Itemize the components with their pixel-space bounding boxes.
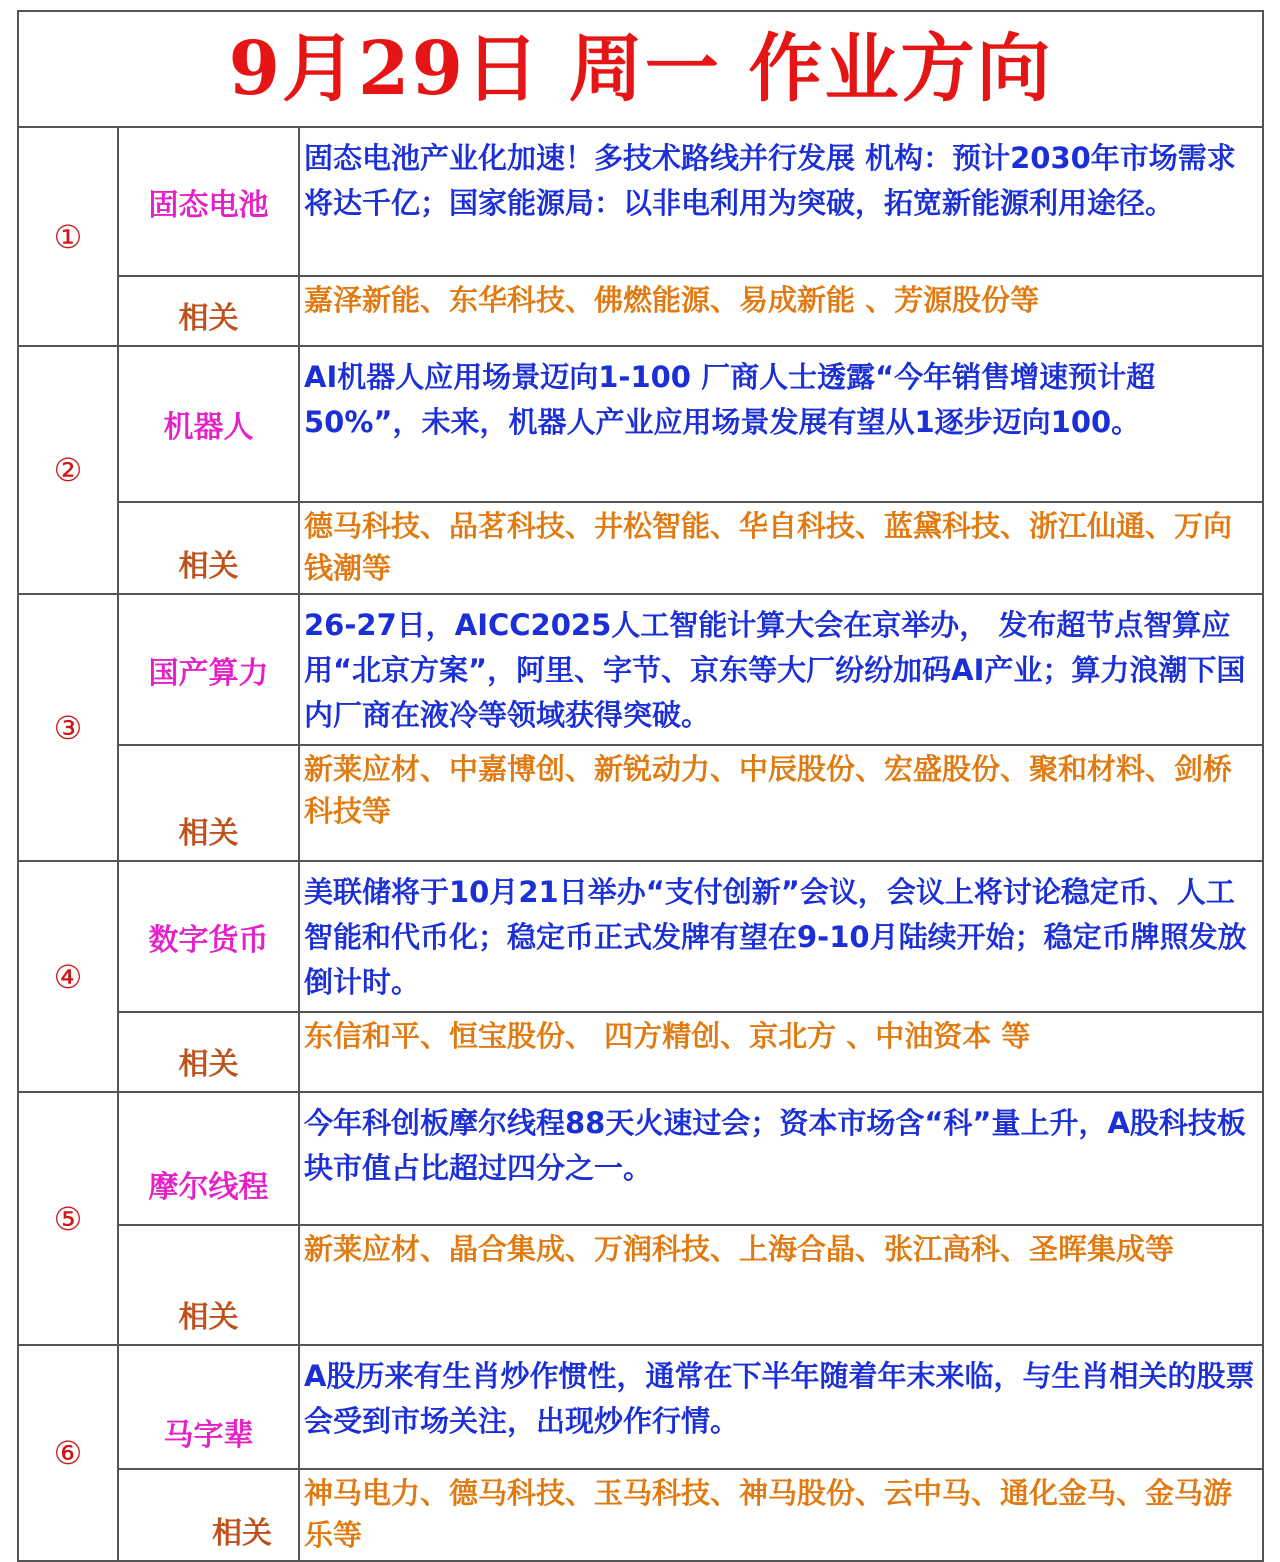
stocks-cell — [299, 276, 1263, 346]
related-label-cell — [118, 745, 299, 861]
section-6-desc-row — [18, 1345, 1263, 1469]
section-number-cell — [18, 1345, 118, 1561]
section-number-cell — [18, 594, 118, 861]
section-number: ① — [53, 217, 83, 256]
section-number: ④ — [53, 957, 83, 996]
related-stocks: 嘉泽新能、东华科技、佛燃能源、易成新能 、芳源股份等 — [304, 283, 1040, 317]
related-label-cell — [118, 1012, 299, 1092]
category-label: 机器人 — [163, 410, 254, 445]
section-2-stock-row — [18, 502, 1263, 594]
related-label-cell — [118, 502, 299, 594]
stocks-cell — [299, 1469, 1263, 1561]
stocks-cell — [299, 502, 1263, 594]
section-3-stock-row — [18, 745, 1263, 861]
stocks-cell — [299, 745, 1263, 861]
description-text: AI机器人应用场景迈向1-100 厂商人士透露“今年销售增速预计超50%”，未来，机器人产业应用场景发展有望从1逐步迈向100。 — [304, 360, 1156, 439]
category-cell — [118, 127, 299, 276]
description-cell — [299, 594, 1263, 745]
section-1-stock-row — [18, 276, 1263, 346]
section-number-cell — [18, 346, 118, 594]
description-text: 固态电池产业化加速！多技术路线并行发展 机构：预计2030年市场需求将达千亿；国家能源局：以非电利用为突破，拓宽新能源利用途径。 — [304, 141, 1236, 220]
section-number-cell — [18, 1092, 118, 1345]
direction-table — [17, 10, 1264, 1562]
related-label: 相关 — [178, 301, 239, 336]
description-text: 26-27日，AICC2025人工智能计算大会在京举办， 发布超节点智算应用“北京方案”，阿里、字节、京东等大厂纷纷加码AI产业；算力浪潮下国内厂商在液冷等领域获得突破。 — [304, 608, 1246, 732]
description-cell — [299, 1345, 1263, 1469]
category-label: 摩尔线程 — [148, 1170, 269, 1205]
related-label-cell — [118, 1225, 299, 1345]
related-stocks: 新莱应材、晶合集成、万润科技、上海合晶、张江高科、圣晖集成等 — [304, 1232, 1175, 1266]
related-stocks: 神马电力、德马科技、玉马科技、神马股份、云中马、通化金马、金马游乐等 — [304, 1476, 1233, 1552]
section-number-cell — [18, 861, 118, 1092]
section-5-stock-row — [18, 1225, 1263, 1345]
title-row — [18, 11, 1263, 127]
section-1-desc-row — [18, 127, 1263, 276]
related-label: 相关 — [178, 549, 239, 584]
category-cell — [118, 594, 299, 745]
related-label: 相关 — [178, 816, 239, 851]
description-text: 美联储将于10月21日举办“支付创新”会议，会议上将讨论稳定币、人工智能和代币化；稳定币正式发牌有望在9-10月陆续开始；稳定币牌照发放倒计时。 — [304, 875, 1247, 999]
section-number: ⑤ — [53, 1199, 83, 1238]
category-cell — [118, 1092, 299, 1225]
section-number: ③ — [53, 708, 83, 747]
description-cell — [299, 861, 1263, 1012]
section-number: ⑥ — [53, 1434, 83, 1472]
section-4-desc-row — [18, 861, 1263, 1012]
category-cell — [118, 1345, 299, 1469]
section-6-stock-row — [18, 1469, 1263, 1561]
direction-sheet — [17, 10, 1262, 1552]
related-label: 相关 — [178, 1300, 239, 1335]
category-label: 固态电池 — [148, 187, 269, 223]
related-stocks: 德马科技、品茗科技、井松智能、华自科技、蓝黛科技、浙江仙通、万向钱潮等 — [304, 509, 1233, 585]
section-5-desc-row — [18, 1092, 1263, 1225]
description-text: A股历来有生肖炒作惯性，通常在下半年随着年末来临，与生肖相关的股票会受到市场关注，出现炒作行情。 — [304, 1359, 1255, 1438]
related-stocks: 东信和平、恒宝股份、 四方精创、京北方 、中油资本 等 — [304, 1019, 1031, 1053]
section-number-cell — [18, 127, 118, 346]
related-label-cell — [118, 276, 299, 346]
category-label: 数字货币 — [148, 922, 269, 958]
description-text: 今年科创板摩尔线程88天火速过会；资本市场含“科”量上升，A股科技板块市值占比超过四分之一。 — [304, 1106, 1246, 1185]
section-4-stock-row — [18, 1012, 1263, 1092]
category-cell — [118, 861, 299, 1012]
section-3-desc-row — [18, 594, 1263, 745]
stocks-cell — [299, 1012, 1263, 1092]
section-number: ② — [53, 451, 83, 489]
related-label-cell — [118, 1469, 299, 1561]
related-label: 相关 — [212, 1516, 272, 1551]
description-cell — [299, 127, 1263, 276]
description-cell — [299, 346, 1263, 502]
title-cell — [18, 11, 1263, 127]
category-label: 马字辈 — [163, 1418, 254, 1453]
related-stocks: 新莱应材、中嘉博创、新锐动力、中辰股份、宏盛股份、聚和材料、剑桥科技等 — [304, 752, 1233, 828]
category-cell — [118, 346, 299, 502]
section-2-desc-row — [18, 346, 1263, 502]
stocks-cell — [299, 1225, 1263, 1345]
description-cell — [299, 1092, 1263, 1225]
category-label: 国产算力 — [148, 655, 269, 691]
page-title: 9月29日 周一 作业方向 — [228, 26, 1053, 112]
related-label: 相关 — [178, 1047, 239, 1082]
